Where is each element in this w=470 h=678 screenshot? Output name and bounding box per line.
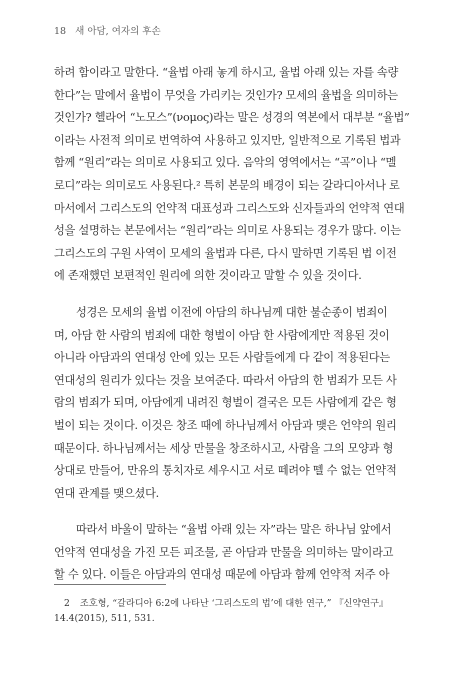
- body-text: [54, 62, 416, 587]
- text-line: 에 존재했던 보편적인 원리에 의한 것이라고 말할 수 있을 것이다.: [54, 269, 362, 283]
- page-number: 18: [54, 26, 67, 37]
- text-line: 한다”는 말에서 율법이 무엇을 가리키는 것인가? 모세의 율법을 의미하는: [54, 88, 398, 102]
- footnote-divider: [54, 584, 166, 585]
- footnote-number: 2: [64, 598, 70, 609]
- running-header: [54, 23, 161, 37]
- text-line: 할 수 있다. 이들은 아담과의 연대성 때문에 아담과 함께 언약적 저주 아: [54, 568, 390, 582]
- footnote-text-line1: 조호형, “갈라디아 6:2에 나타난 ‘그리스도의 법’에 대한 연구,” 『신약연구』: [79, 598, 389, 609]
- text-line: 성경은 모세의 율법 이전에 아담의 하나님께 대한 불순종이 범죄이: [76, 305, 388, 319]
- paragraph-gap: [54, 288, 416, 302]
- text-line: 상대로 만들어, 만유의 통치자로 세우시고 서로 떼려야 뗄 수 없는 언약적: [54, 464, 397, 478]
- text-line: 로디”라는 의미로도 사용된다.² 특히 본문의 배경이 되는 갈라디아서나 로: [54, 178, 400, 192]
- text-line: 마서에서 그리스도의 언약적 대표성과 그리스도와 신자들과의 언약적 연대: [54, 201, 405, 215]
- text-line: 벌이 되는 것이다. 이것은 창조 때에 하나님께서 아담과 맺은 언약의 원리: [54, 418, 397, 432]
- paragraph-2: [54, 302, 416, 505]
- text-line: 그리스도의 구원 사역이 모세의 율법과 다른, 다시 말하면 기록된 법 이전: [54, 246, 397, 260]
- text-line: 성을 설명하는 본문에서는 “원리”라는 의미로 사용되는 경우가 많다. 이는: [54, 224, 401, 238]
- text-line: 람의 범죄가 되며, 아담에게 내려진 형벌이 결국은 모든 사람에게 같은 형: [54, 396, 397, 410]
- text-line: 함께 “원리”라는 의미로 사용되고 있다. 음악의 영역에서는 “곡”이나 “멜: [54, 156, 397, 170]
- text-line: 때문이다. 하나님께서는 세상 만물을 창조하시고, 사람을 그의 모양과 형: [54, 441, 394, 455]
- book-title: 새 아담, 여자의 후손: [75, 26, 161, 37]
- text-line: 이라는 사전적 의미로 번역하여 사용하고 있지만, 일반적으로 기록된 법과: [54, 133, 401, 147]
- text-line: 연대성의 원리가 있다는 것을 보여준다. 따라서 아담의 한 범죄가 모든 사: [54, 373, 397, 387]
- paragraph-gap: [54, 505, 416, 519]
- text-line: 하려 함이라고 말한다. “율법 아래 놓게 하시고, 율법 아래 있는 자를 속량: [54, 66, 399, 79]
- text-line: 며, 아담 한 사람의 범죄에 대한 형벌이 아담 한 사람에게만 적용된 것이: [54, 328, 390, 342]
- footnote: [54, 596, 416, 626]
- text-line: 것인가? 헬라어 “노모스”(νομος)라는 말은 성경의 역본에서 대부분 “율법”: [54, 111, 410, 125]
- text-line: 언약적 연대성을 가진 모든 피조물, 곧 아담과 만물을 의미하는 말이라고: [54, 545, 394, 559]
- text-line: 따라서 바울이 말하는 “율법 아래 있는 자”라는 말은 하나님 앞에서: [76, 523, 392, 537]
- paragraph-1: [54, 62, 416, 288]
- text-line: 연대 관계를 맺으셨다.: [54, 486, 159, 500]
- paragraph-3: [54, 519, 416, 587]
- footnote-text-line2: 14.4(2015), 511, 531.: [54, 613, 155, 624]
- text-line: 아니라 아담과의 연대성 안에 있는 모든 사람들에게 다 같이 적용된다는: [54, 351, 390, 365]
